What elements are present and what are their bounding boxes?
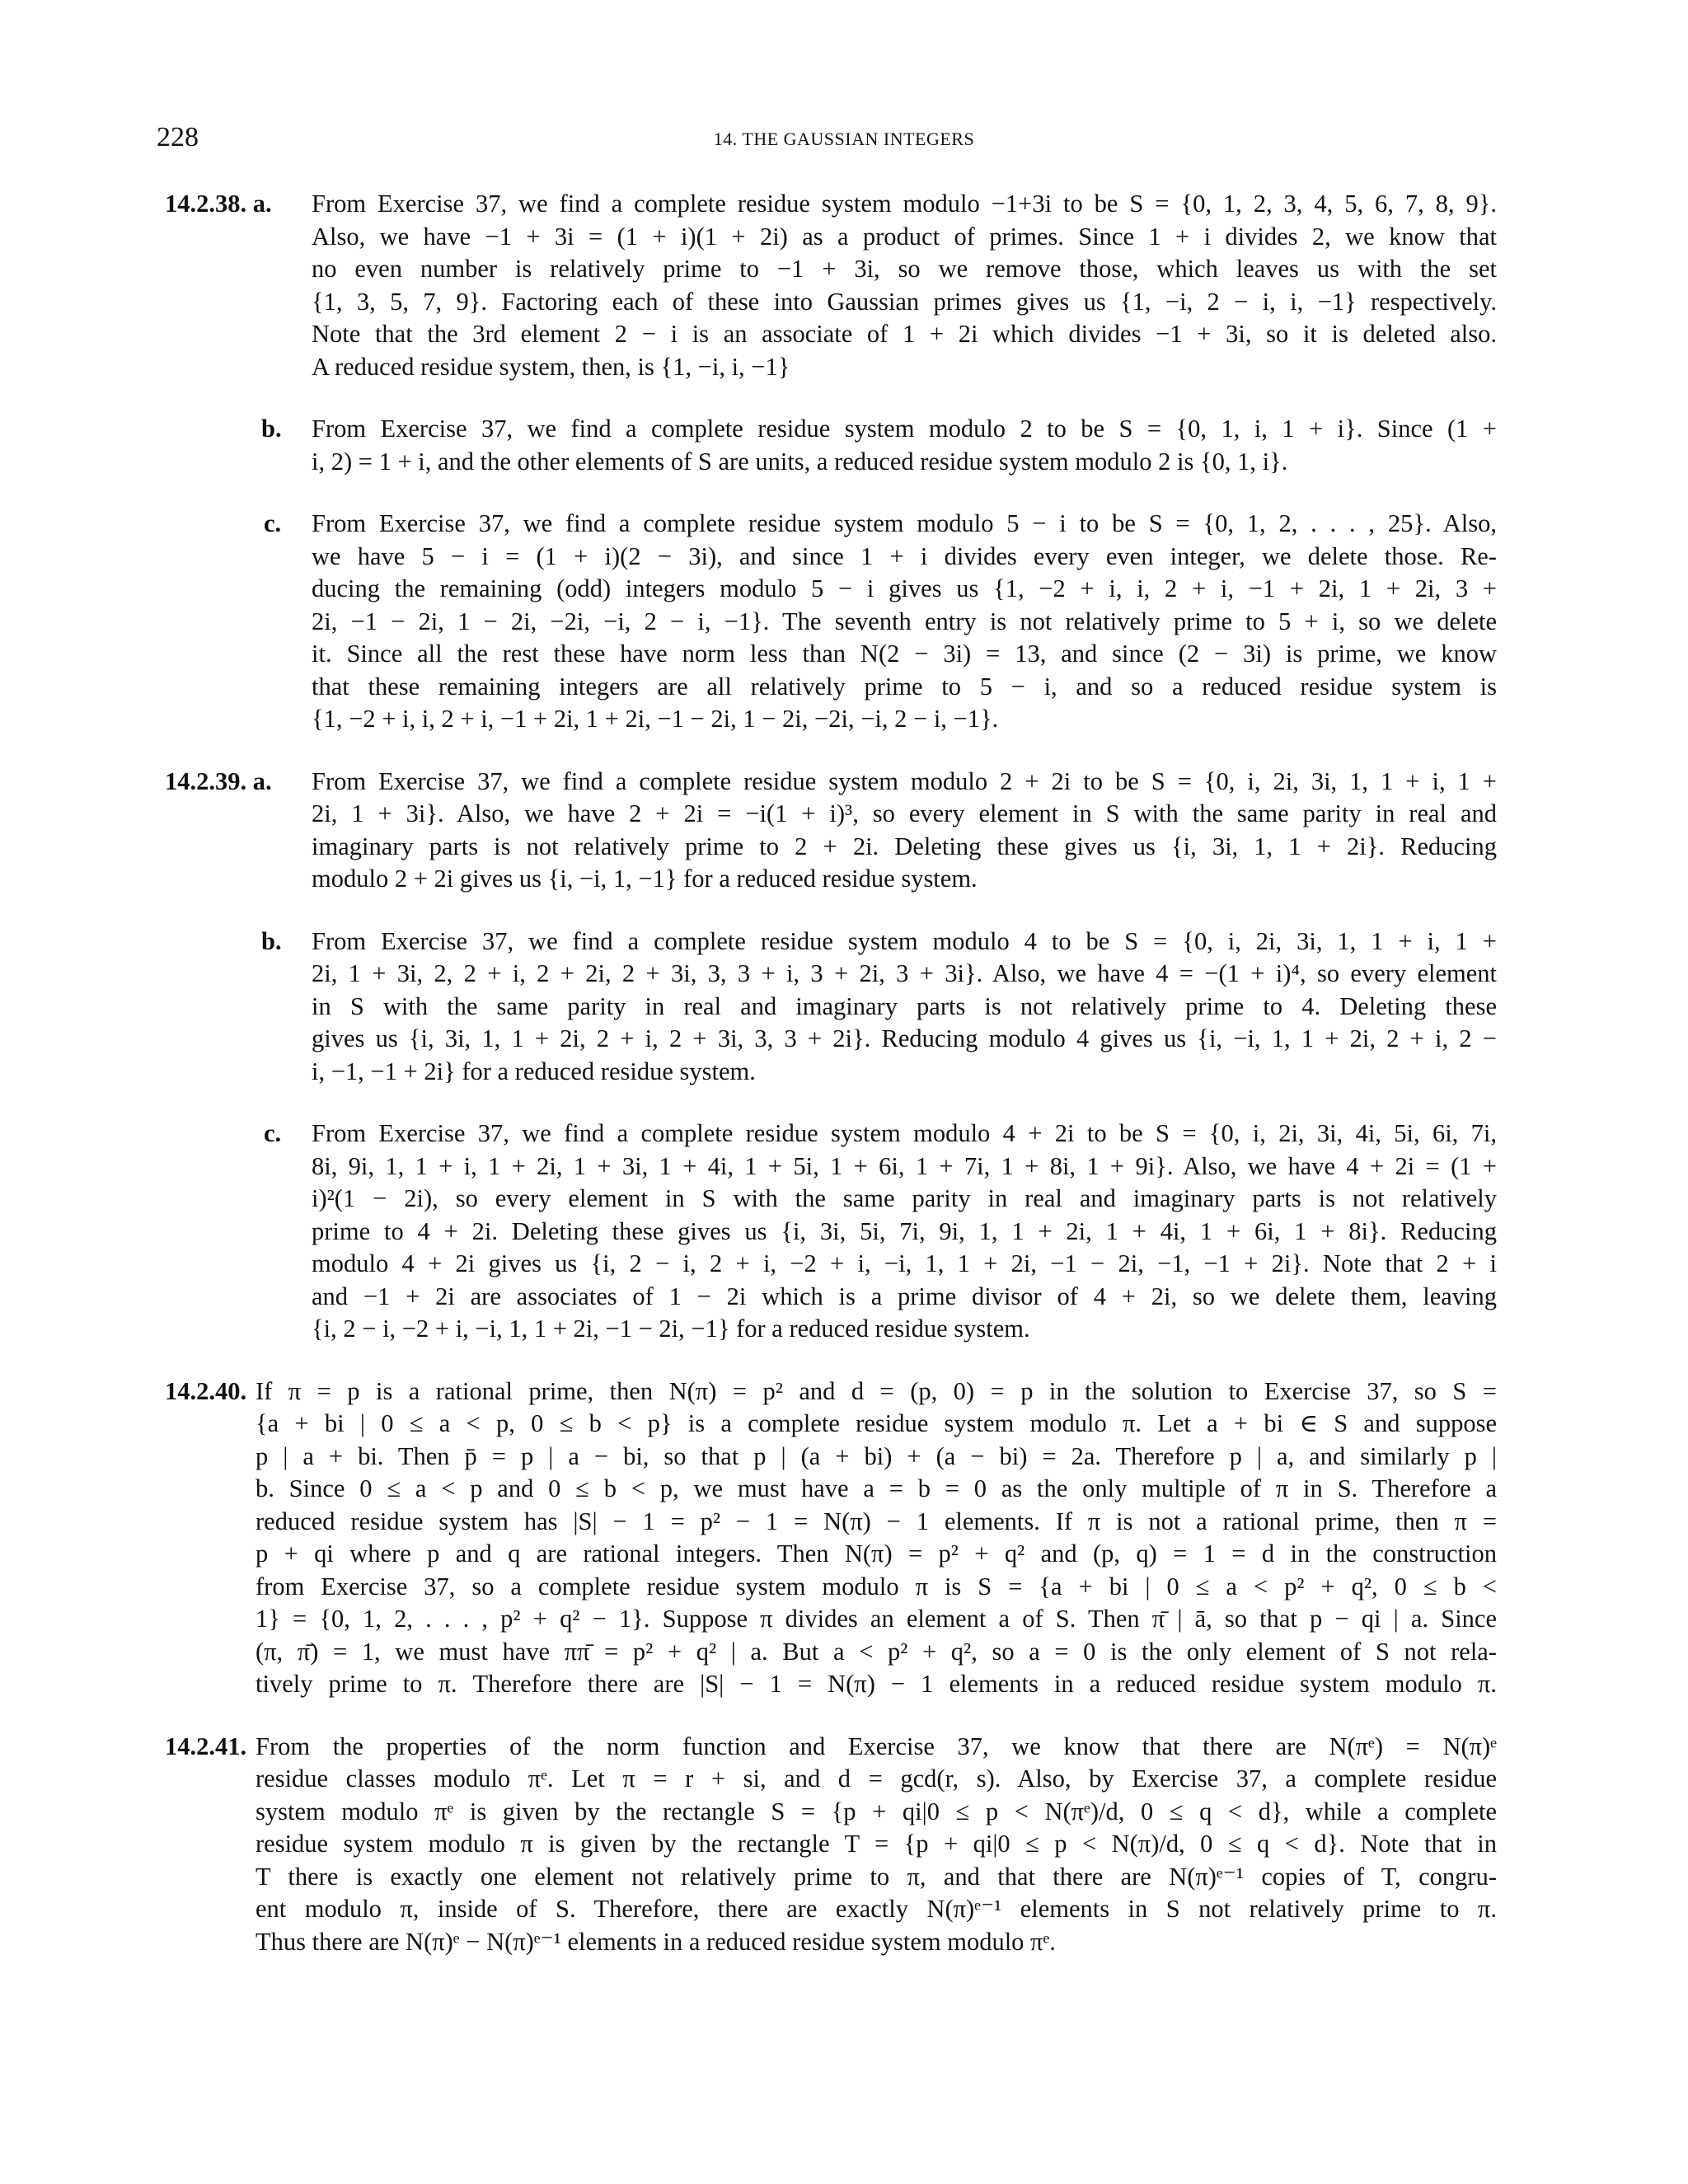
text-line: b. Since 0 ≤ a < p and 0 ≤ b < p, we must have a = b = 0 as the only multiple of π in S. Therefore a [256,1474,1497,1502]
text-line: tively prime to π. Therefore there are |S| − 1 = N(π) − 1 elements in a reduced residue system modulo π. [256,1670,1497,1698]
page-body [165,188,1497,1958]
text-line: Also, we have −1 + 3i = (1 + i)(1 + 2i) as a product of primes. Since 1 + i divides 2, we know that [312,222,1497,251]
running-title: 14. THE GAUSSIAN INTEGERS [713,129,975,149]
text-line: it. Since all the rest these have norm less than N(2 − 3i) = 13, and since (2 − 3i) is prime, we know [312,640,1497,668]
text-line: that these remaining integers are all relatively prime to 5 − i, and so a reduced residue system is [312,672,1497,701]
text-line: system modulo πᵉ is given by the rectangle S = {p + qi|0 ≤ p < N(πᵉ)/d, 0 ≤ q < d}, while a complete [256,1797,1497,1825]
text-line: 1} = {0, 1, 2, . . . , p² + q² − 1}. Suppose π divides an element a of S. Then π̄ | ā, so that p − qi | a. Since [256,1605,1497,1633]
part-label: c. [264,509,282,537]
text-line: From Exercise 37, we find a complete residue system modulo 5 − i to be S = {0, 1, 2, . . . , 25}. Also, [312,509,1497,537]
solution-label: 14.2.38. a. [165,190,272,218]
text-line: prime to 4 + 2i. Deleting these gives us {i, 3i, 5i, 7i, 9i, 1, 1 + 2i, 1 + 4i, 1 + 6i, 1 + 8i}. Reducing [312,1216,1497,1245]
part-label: b. [261,926,282,955]
text-line: From the properties of the norm function and Exercise 37, we know that there are N(πᵉ) = N(π)ᵉ [256,1732,1497,1760]
text-line: ent modulo π, inside of S. Therefore, there are exactly N(π)ᵉ⁻¹ elements in S not relatively prime to π. [256,1895,1497,1923]
text-line: imaginary parts is not relatively prime to 2 + 2i. Deleting these gives us {i, 3i, 1, 1 + 2i}. Reducing [312,832,1497,860]
page-header [0,122,1688,155]
text-line: {1, 3, 5, 7, 9}. Factoring each of these into Gaussian primes gives us {1, −i, 2 − i, i, −1} respectively. [312,287,1497,316]
text-line: p | a + bi. Then p̄ = p | a − bi, so that p | (a + bi) + (a − bi) = 2a. Therefore p | a, and similarly p | [256,1441,1497,1470]
text-line: 2i, 1 + 3i, 2, 2 + i, 2 + 2i, 2 + 3i, 3, 3 + i, 3 + 2i, 3 + 3i}. Also, we have 4 = −(1 + i)⁴, so every element [312,959,1497,987]
text-line: {1, −2 + i, i, 2 + i, −1 + 2i, 1 + 2i, −1 − 2i, 1 − 2i, −2i, −i, 2 − i, −1}. [312,705,999,733]
text-line: modulo 4 + 2i gives us {i, 2 − i, 2 + i, −2 + i, −i, 1, 1 + 2i, −1 − 2i, −1, −1 + 2i}. Note that 2 + i [312,1249,1497,1277]
text-line: reduced residue system has |S| − 1 = p² − 1 = N(π) − 1 elements. If π is not a rational prime, then π = [256,1507,1497,1535]
solution-14-2-39 [165,766,1497,896]
solution-label: 14.2.39. a. [165,766,272,795]
text-line: Note that the 3rd element 2 − i is an associate of 1 + 2i which divides −1 + 3i, so it is deleted also. [312,320,1497,348]
solution-14-2-38-c [165,508,1497,736]
solution-14-2-38-b [165,413,1497,478]
text-line: 8i, 9i, 1, 1 + i, 1 + 2i, 1 + 3i, 1 + 4i, 1 + 5i, 1 + 6i, 1 + 7i, 1 + 8i, 1 + 9i}. Also, we have 4 + 2i = (1 + [312,1151,1497,1180]
solution-14-2-40 [165,1376,1497,1701]
text-line: gives us {i, 3i, 1, 1 + 2i, 2 + i, 2 + 3i, 3, 3 + 2i}. Reducing modulo 4 gives us {i, −i, 1, 1 + 2i, 2 + i, 2 − [312,1024,1497,1052]
text-line: From Exercise 37, we find a complete residue system modulo 2 to be S = {0, 1, i, 1 + i}. Since (1 + [312,415,1497,443]
text-line: we have 5 − i = (1 + i)(2 − 3i), and since 1 + i divides every even integer, we delete those. Re- [312,541,1497,570]
part-label: c. [264,1119,282,1147]
text-line: and −1 + 2i are associates of 1 − 2i which is a prime divisor of 4 + 2i, so we delete them, leaving [312,1282,1497,1310]
text-line: residue system modulo π is given by the rectangle T = {p + qi|0 ≤ p < N(π)/d, 0 ≤ q < d}. Note that in [256,1830,1497,1858]
text-line: i)²(1 − 2i), so every element in S with the same parity in real and imaginary parts is not relatively [312,1184,1497,1212]
text-line: in S with the same parity in real and imaginary parts is not relatively prime to 4. Deleting these [312,991,1497,1020]
solution-14-2-39-b [165,926,1497,1089]
text-line: modulo 2 + 2i gives us {i, −i, 1, −1} for a reduced residue system. [312,865,978,893]
text-line: A reduced residue system, then, is {1, −i, i, −1} [312,352,790,381]
text-line: from Exercise 37, so a complete residue system modulo π is S = {a + bi | 0 ≤ a < p² + q², 0 ≤ b < [256,1572,1497,1601]
solution-label: 14.2.41. [165,1732,247,1760]
text-line: ducing the remaining (odd) integers modulo 5 − i gives us {1, −2 + i, i, 2 + i, −1 + 2i, 1 + 2i, 3 + [312,574,1497,602]
solution-14-2-39-c [165,1118,1497,1346]
text-line: From Exercise 37, we find a complete residue system modulo 4 + 2i to be S = {0, i, 2i, 3i, 4i, 5i, 6i, 7i, [312,1119,1497,1147]
text-line: From Exercise 37, we find a complete residue system modulo 2 + 2i to be S = {0, i, 2i, 3i, 1, 1 + i, 1 + [312,766,1497,795]
text-line: residue classes modulo πᵉ. Let π = r + si, and d = gcd(r, s). Also, by Exercise 37, a complete residue [256,1765,1497,1793]
text-line: From Exercise 37, we find a complete residue system modulo 4 to be S = {0, i, 2i, 3i, 1, 1 + i, 1 + [312,926,1497,955]
text-line: 2i, 1 + 3i}. Also, we have 2 + 2i = −i(1 + i)³, so every element in S with the same parity in real and [312,799,1497,827]
text-line: i, 2) = 1 + i, and the other elements of S are units, a reduced residue system modulo 2 is {0, 1, i}. [312,447,1288,476]
text-line: p + qi where p and q are rational integers. Then N(π) = p² + q² and (p, q) = 1 = d in the construction [256,1540,1497,1568]
text-line: {i, 2 − i, −2 + i, −i, 1, 1 + 2i, −1 − 2i, −1} for a reduced residue system. [312,1315,1030,1343]
part-label: b. [261,415,282,443]
part-a-text [312,188,1497,383]
text-line: From Exercise 37, we find a complete residue system modulo −1+3i to be S = {0, 1, 2, 3, 4, 5, 6, 7, 8, 9}. [312,190,1497,218]
text-line: i, −1, −1 + 2i} for a reduced residue system. [312,1057,756,1085]
text-line: Thus there are N(π)ᵉ − N(π)ᵉ⁻¹ elements in a reduced residue system modulo πᵉ. [256,1927,1056,1956]
text-line: (π, π̄) = 1, we must have ππ̄ = p² + q² | a. But a < p² + q², so a = 0 is the only element of S not rela- [256,1637,1497,1666]
text-line: 2i, −1 − 2i, 1 − 2i, −2i, −i, 2 − i, −1}. The seventh entry is not relatively prime to 5 + i, so we delete [312,607,1497,635]
solution-label: 14.2.40. [165,1376,247,1405]
text-line: If π = p is a rational prime, then N(π) = p² and d = (p, 0) = p in the solution to Exercise 37, so S = [256,1376,1497,1405]
text-line: {a + bi | 0 ≤ a < p, 0 ≤ b < p} is a complete residue system modulo π. Let a + bi ∈ S and suppose [256,1409,1497,1437]
solution-14-2-41 [165,1731,1497,1959]
page-number: 228 [157,122,199,152]
text-line: no even number is relatively prime to −1 + 3i, so we remove those, which leaves us with the set [312,255,1497,283]
solution-14-2-38 [165,188,1497,383]
text-line: T there is exactly one element not relatively prime to π, and that there are N(π)ᵉ⁻¹ copies of T, congru- [256,1862,1497,1891]
